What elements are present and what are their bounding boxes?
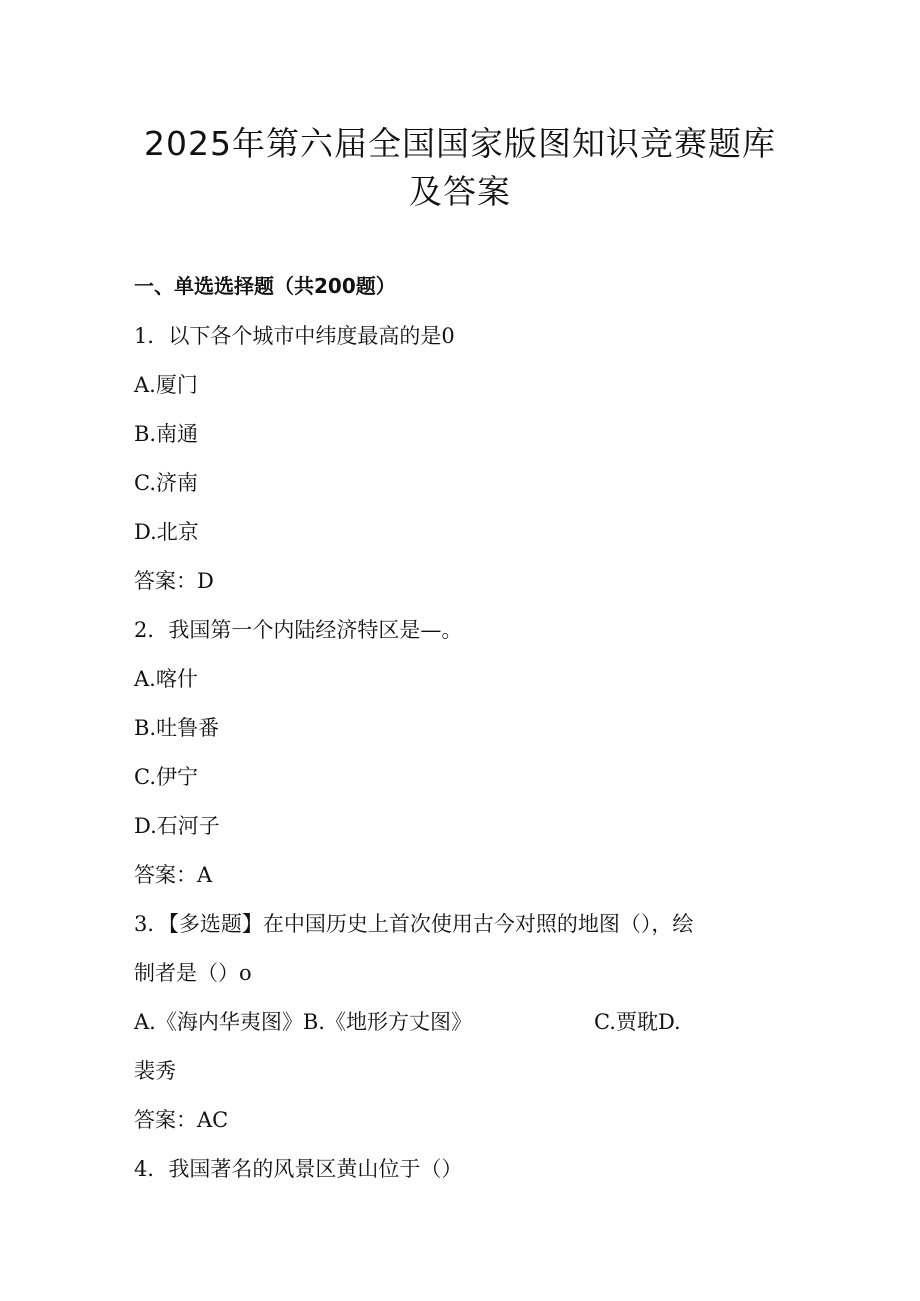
question-2-option-c: C.伊宁 bbox=[134, 765, 198, 789]
question-2-stem: 2．我国第一个内陆经济特区是—。 bbox=[134, 618, 463, 642]
question-1-stem: 1．以下各个城市中纬度最高的是0 bbox=[134, 324, 455, 348]
question-3-options-cd: C.贾耽D. bbox=[593, 1010, 681, 1034]
section-heading: 一、单选选择题（共200题） bbox=[134, 274, 396, 298]
document-title-line-1: 2025年第六届全国国家版图知识竞赛题库 bbox=[144, 124, 776, 163]
question-4-stem: 4．我国著名的风景区黄山位于（） bbox=[134, 1157, 463, 1181]
question-1-option-a: A.厦门 bbox=[134, 373, 198, 397]
question-1-option-c: C.济南 bbox=[134, 471, 198, 495]
question-2-option-b: B.吐鲁番 bbox=[134, 716, 220, 740]
document-title-line-2: 及答案 bbox=[409, 172, 511, 211]
question-3-options-line-1 bbox=[134, 1008, 681, 1036]
question-3-stem-line-1: 3．【多选题】在中国历史上首次使用古今对照的地图（），绘 bbox=[134, 912, 694, 936]
question-2-option-a: A.喀什 bbox=[134, 667, 198, 691]
question-3-options-ab: A.《海内华夷图》B.《地形方丈图》 bbox=[134, 1010, 472, 1034]
question-3-answer: 答案：AC bbox=[134, 1108, 229, 1132]
question-2-option-d: D.石河子 bbox=[134, 814, 220, 838]
question-3-stem-line-2: 制者是（）o bbox=[134, 961, 252, 985]
question-3-options-line-2: 裴秀 bbox=[134, 1059, 176, 1083]
question-2-answer: 答案：A bbox=[134, 863, 213, 887]
question-1-answer: 答案：D bbox=[134, 569, 214, 593]
question-1-option-b: B.南通 bbox=[134, 422, 199, 446]
question-1-option-d: D.北京 bbox=[134, 520, 199, 544]
